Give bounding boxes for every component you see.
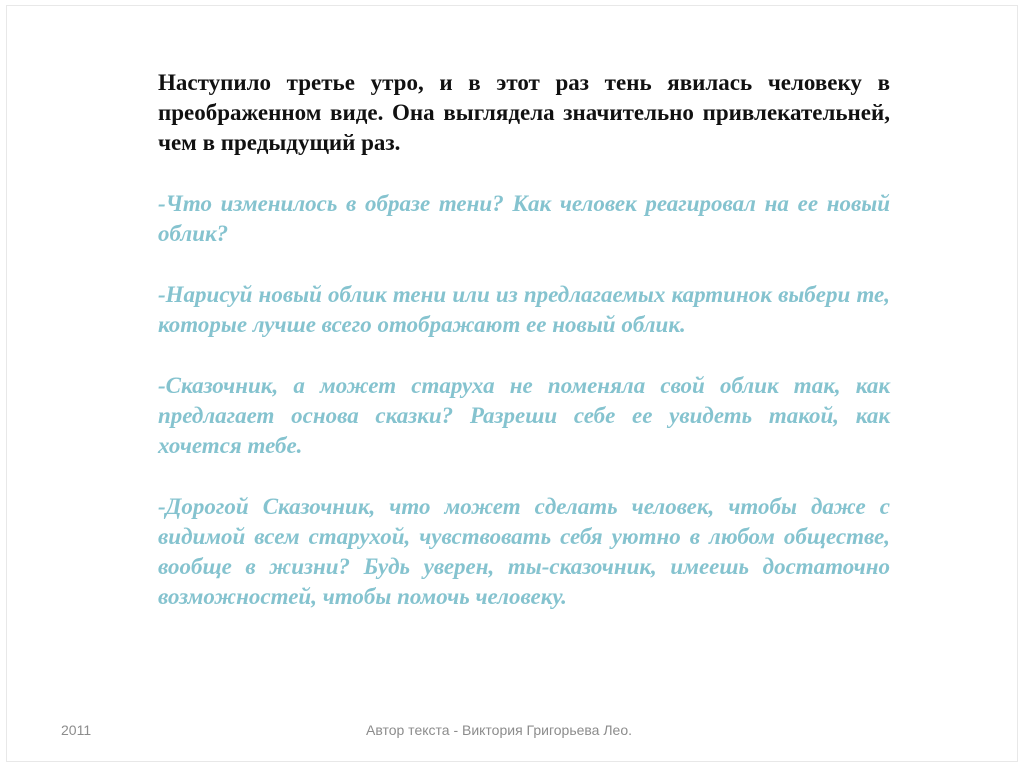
intro-paragraph: Наступило третье утро, и в этот раз тень явилась человеку в преображенном виде. Она выглядела значительно привлекательней, чем в предыдущий раз. [158, 70, 890, 155]
question-paragraph-4: -Дорогой Сказочник, что может сделать человек, чтобы даже с видимой всем старухой, чувствовать себя уютно в любом обществе, вообще в жизни? Будь уверен, ты-сказочник, имеешь достаточно возможностей, чтобы помочь человеку. [158, 494, 890, 609]
footer-author: Автор текста - Виктория Григорьева Лео. [366, 722, 633, 738]
question-paragraph-1: -Что изменилось в образе тени? Как человек реагировал на ее новый облик? [158, 191, 890, 246]
slide-content [158, 68, 890, 612]
footer-year: 2011 [61, 722, 92, 738]
question-paragraph-3: -Сказочник, а может старуха не поменяла свой облик так, как предлагает основа сказки? Разреши себе ее увидеть такой, как хочется тебе. [158, 373, 890, 458]
question-paragraph-2: -Нарисуй новый облик тени или из предлагаемых картинок выбери те, которые лучше всего отображают ее новый облик. [158, 282, 890, 337]
